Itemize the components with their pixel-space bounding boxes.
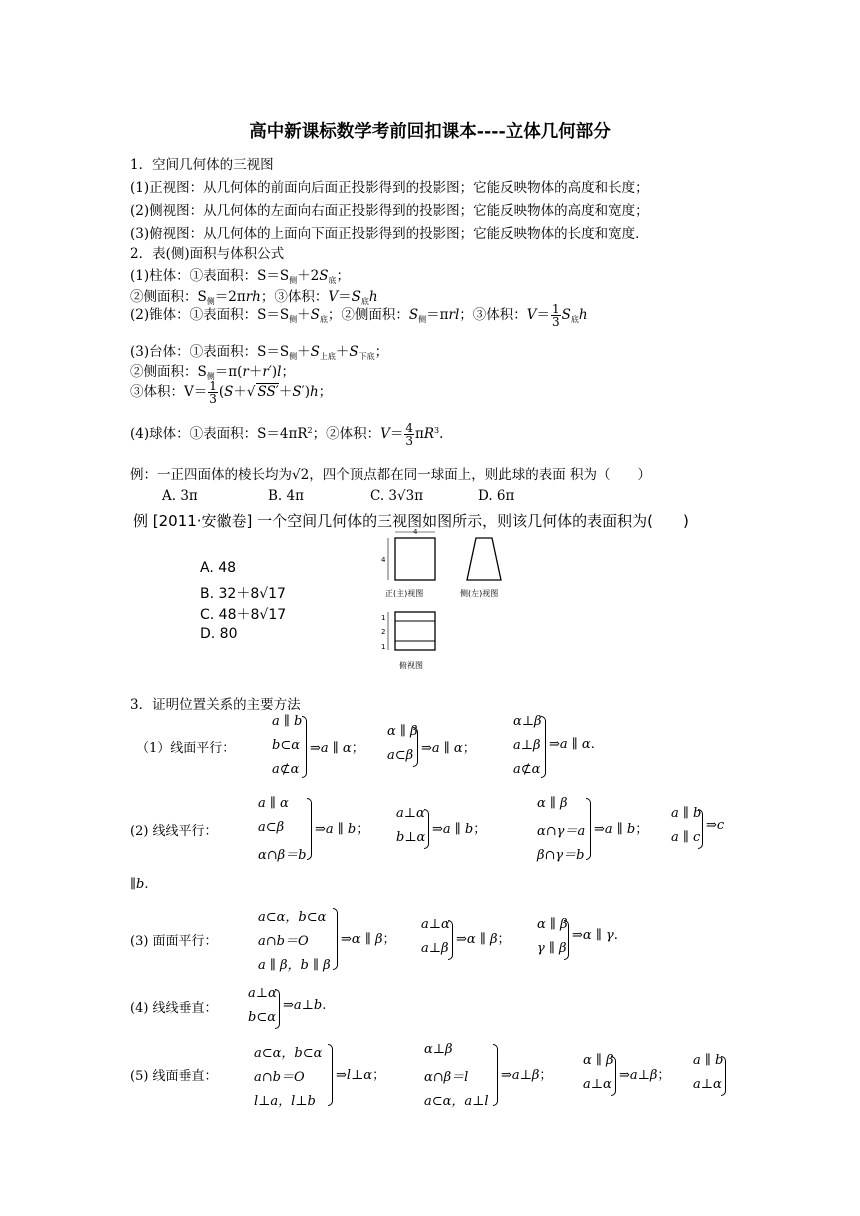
three-view-figure	[375, 528, 525, 678]
frustum-lateral-line: ②侧面积：$S_侧=\pi(r+r')l$；	[130, 364, 295, 381]
example-2-option-d: D. 80	[200, 626, 238, 642]
section-1-line-1: (1)正视图：从几何体的前面向后面正投影得到的投影图；它能反映物体的高度和长度；	[130, 180, 649, 196]
front-view-label: 正(主)视图	[385, 589, 424, 598]
example-1-option-c: C. 3√3π	[370, 488, 424, 504]
front-view-shape	[395, 538, 435, 580]
top-dim-1a: 1	[381, 614, 386, 622]
example-2-option-a: A. 48	[200, 560, 237, 576]
page-title: 高中新课标数学考前回扣课本----立体几何部分	[249, 122, 611, 142]
example-1-option-d: D. 6π	[478, 488, 515, 504]
rule-3-label: (3) 面面平行：	[130, 934, 218, 949]
front-height-dim: 4	[381, 556, 386, 564]
prism-surface-line: (1)柱体：①表面积：$S=S_侧+2S_底$；	[130, 268, 350, 285]
frustum-surface-line: (3)台体：①表面积：$S=S_侧+S_{上底}+S_{下底}$；	[130, 344, 389, 361]
sphere-line: (4)球体：①表面积：$S=4\pi R^2$；②体积：V＝ $\frac{4}{3}$ $\pi R^3$.	[130, 421, 444, 448]
rule-2-tail: ∥b.	[130, 877, 149, 892]
top-dim-2: 2	[381, 628, 386, 636]
example-2-stem: 例 [2011·安徽卷] 一个空间几何体的三视图如图所示，则该几何体的表面积为( )	[133, 512, 689, 530]
rule-5-label: (5) 线面垂直：	[130, 1069, 218, 1084]
prism-lateral-line: ②侧面积：$S_侧=2\pi rh$；③体积：$V=S_底h$	[130, 289, 378, 306]
example-1-option-a: A. 3π	[162, 488, 198, 504]
rule-2-label: (2) 线线平行：	[130, 824, 218, 839]
rule-4-label: (4) 线线垂直：	[130, 1001, 218, 1016]
example-2-option-c: C. 48＋8√17	[200, 607, 287, 623]
cone-line: (2)锥体：①表面积：$S=S_侧+S_底$；②侧面积：$S_侧=\pi rl$；③体积：V＝ $\frac{1}{3}$ $S_底h$	[130, 302, 588, 329]
section-3-heading: 3．证明位置关系的主要方法	[130, 697, 301, 713]
side-view-shape	[467, 538, 501, 580]
top-view-shape	[395, 612, 435, 650]
example-1-option-b: B. 4π	[268, 488, 304, 504]
rule-1-label: （1）线面平行：	[136, 741, 236, 756]
front-width-dim: 4	[413, 528, 418, 536]
section-1-line-3: (3)俯视图：从几何体的上面向下面正投影得到的投影图；它能反映物体的长度和宽度．	[130, 226, 649, 242]
example-1-stem: 例：一正四面体的棱长均为√2，四个顶点都在同一球面上，则此球的表面 积为（ ）	[130, 467, 651, 483]
top-view-label: 俯视图	[399, 661, 423, 670]
section-2-heading: 2．表(侧)面积与体积公式	[130, 246, 285, 262]
frustum-volume-line: ③体积：V＝ $\frac{1}{3}$ (S＋√ SS′＋S′)h；	[130, 379, 333, 406]
section-1-line-2: (2)侧视图：从几何体的左面向右面正投影得到的投影图；它能反映物体的高度和宽度；	[130, 203, 649, 219]
example-2-option-b: B. 32＋8√17	[200, 586, 286, 602]
side-view-label: 侧(左)视图	[460, 589, 499, 598]
top-dim-1b: 1	[381, 643, 386, 651]
section-1-heading: 1．空间几何体的三视图	[130, 157, 274, 173]
